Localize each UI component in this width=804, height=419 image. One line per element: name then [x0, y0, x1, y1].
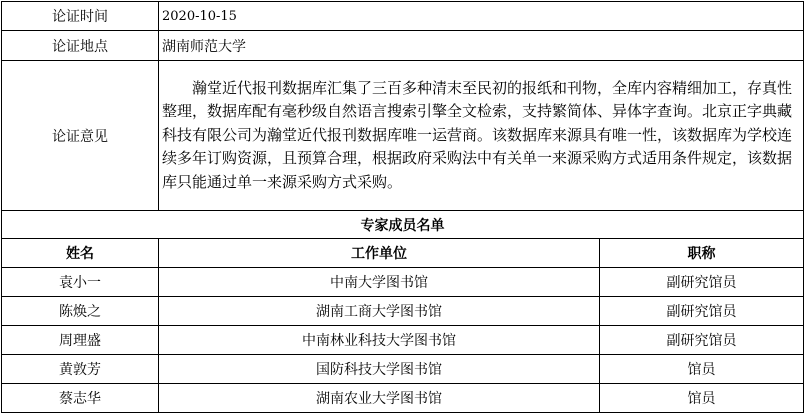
- place-value: 湖南师范大学: [159, 31, 804, 61]
- expert-title: 副研究馆员: [600, 297, 804, 326]
- opinion-row: [2, 61, 804, 211]
- place-row: [2, 31, 804, 61]
- time-label: 论证时间: [2, 2, 159, 31]
- table-row: [2, 355, 804, 384]
- experts-header-row: [2, 239, 804, 268]
- expert-name: 黄敦芳: [2, 355, 159, 384]
- expert-title: 副研究馆员: [600, 268, 804, 297]
- demonstration-table: [1, 1, 804, 413]
- expert-name: 陈焕之: [2, 297, 159, 326]
- expert-workplace: 湖南工商大学图书馆: [159, 297, 600, 326]
- time-value: 2020-10-15: [159, 2, 804, 31]
- expert-title: 馆员: [600, 384, 804, 413]
- table-row: [2, 326, 804, 355]
- header-name: 姓名: [2, 239, 159, 268]
- experts-section-row: [2, 211, 804, 239]
- expert-name: 周理盛: [2, 326, 159, 355]
- expert-workplace: 国防科技大学图书馆: [159, 355, 600, 384]
- opinion-label: 论证意见: [2, 61, 159, 211]
- opinion-text: 瀚堂近代报刊数据库汇集了三百多种清末至民初的报纸和刊物，全库内容精细加工，存真性整理，数据库配有毫秒级自然语言搜索引擎全文检索，支持繁简体、异体字查询。北京正字典藏科技有限公司为瀚堂近代报刊数据库唯一运营商。该数据库来源具有唯一性，该数据库为学校连续多年订购资源，且预算合理，根据政府采购法中有关单一来源采购方式适用条件规定，该数据库只能通过单一来源采购方式采购。: [159, 61, 804, 211]
- header-title: 职称: [600, 239, 804, 268]
- table-row: [2, 297, 804, 326]
- table-row: [2, 268, 804, 297]
- expert-title: 馆员: [600, 355, 804, 384]
- time-row: [2, 2, 804, 31]
- expert-workplace: 中南林业科技大学图书馆: [159, 326, 600, 355]
- header-workplace: 工作单位: [159, 239, 600, 268]
- expert-name: 蔡志华: [2, 384, 159, 413]
- experts-title: 专家成员名单: [2, 211, 804, 239]
- place-label: 论证地点: [2, 31, 159, 61]
- table-row: [2, 384, 804, 413]
- expert-workplace: 湖南农业大学图书馆: [159, 384, 600, 413]
- expert-workplace: 中南大学图书馆: [159, 268, 600, 297]
- expert-title: 副研究馆员: [600, 326, 804, 355]
- expert-name: 袁小一: [2, 268, 159, 297]
